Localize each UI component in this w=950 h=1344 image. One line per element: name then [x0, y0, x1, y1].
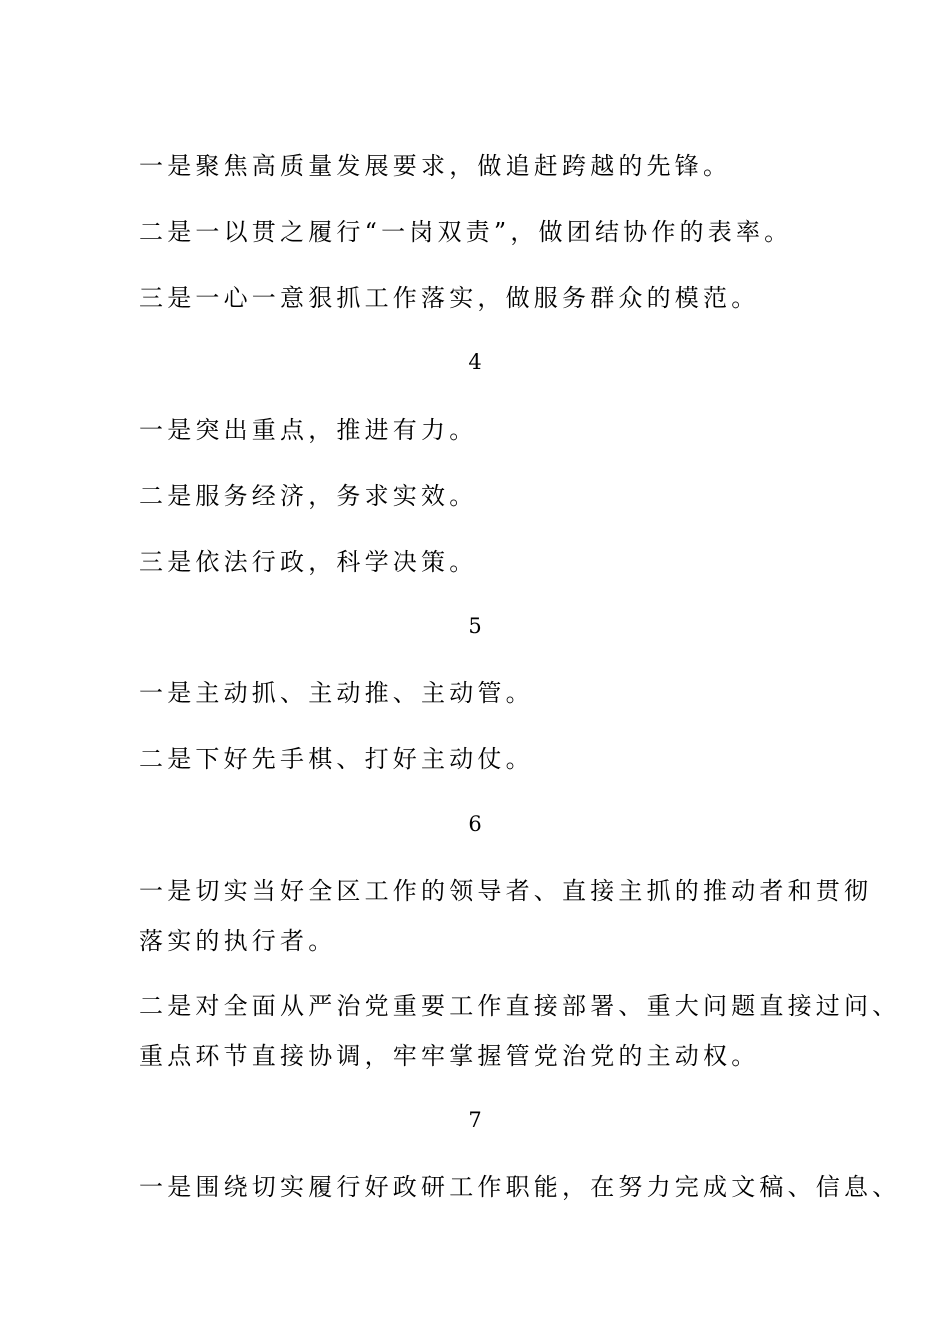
paragraph-line: 二是服务经济，务求实效。	[139, 482, 478, 510]
paragraph-line: 三是一心一意狠抓工作落实，做服务群众的模范。	[139, 284, 760, 312]
paragraph-line: 一是切实当好全区工作的领导者、直接主抓的推动者和贯彻	[139, 877, 873, 905]
section-number: 7	[468, 1108, 482, 1132]
paragraph-line: 三是依法行政，科学决策。	[139, 548, 478, 576]
paragraph-line: 一是突出重点，推进有力。	[139, 416, 478, 444]
section-number: 6	[468, 812, 482, 836]
paragraph-line: 一是围绕切实履行好政研工作职能，在努力完成文稿、信息、	[139, 1173, 901, 1201]
section-number: 4	[468, 350, 482, 374]
paragraph-line: 一是聚焦高质量发展要求，做追赶跨越的先锋。	[139, 152, 732, 180]
paragraph-line: 二是一以贯之履行“一岗双责”，做团结协作的表率。	[139, 218, 793, 246]
paragraph-line: 一是主动抓、主动推、主动管。	[139, 679, 534, 707]
paragraph-line: 二是下好先手棋、打好主动仗。	[139, 745, 534, 773]
section-number: 5	[468, 614, 482, 638]
paragraph-line: 落实的执行者。	[139, 927, 337, 955]
paragraph-line: 二是对全面从严治党重要工作直接部署、重大问题直接过问、	[139, 992, 901, 1020]
paragraph-line: 重点环节直接协调，牢牢掌握管党治党的主动权。	[139, 1042, 760, 1070]
